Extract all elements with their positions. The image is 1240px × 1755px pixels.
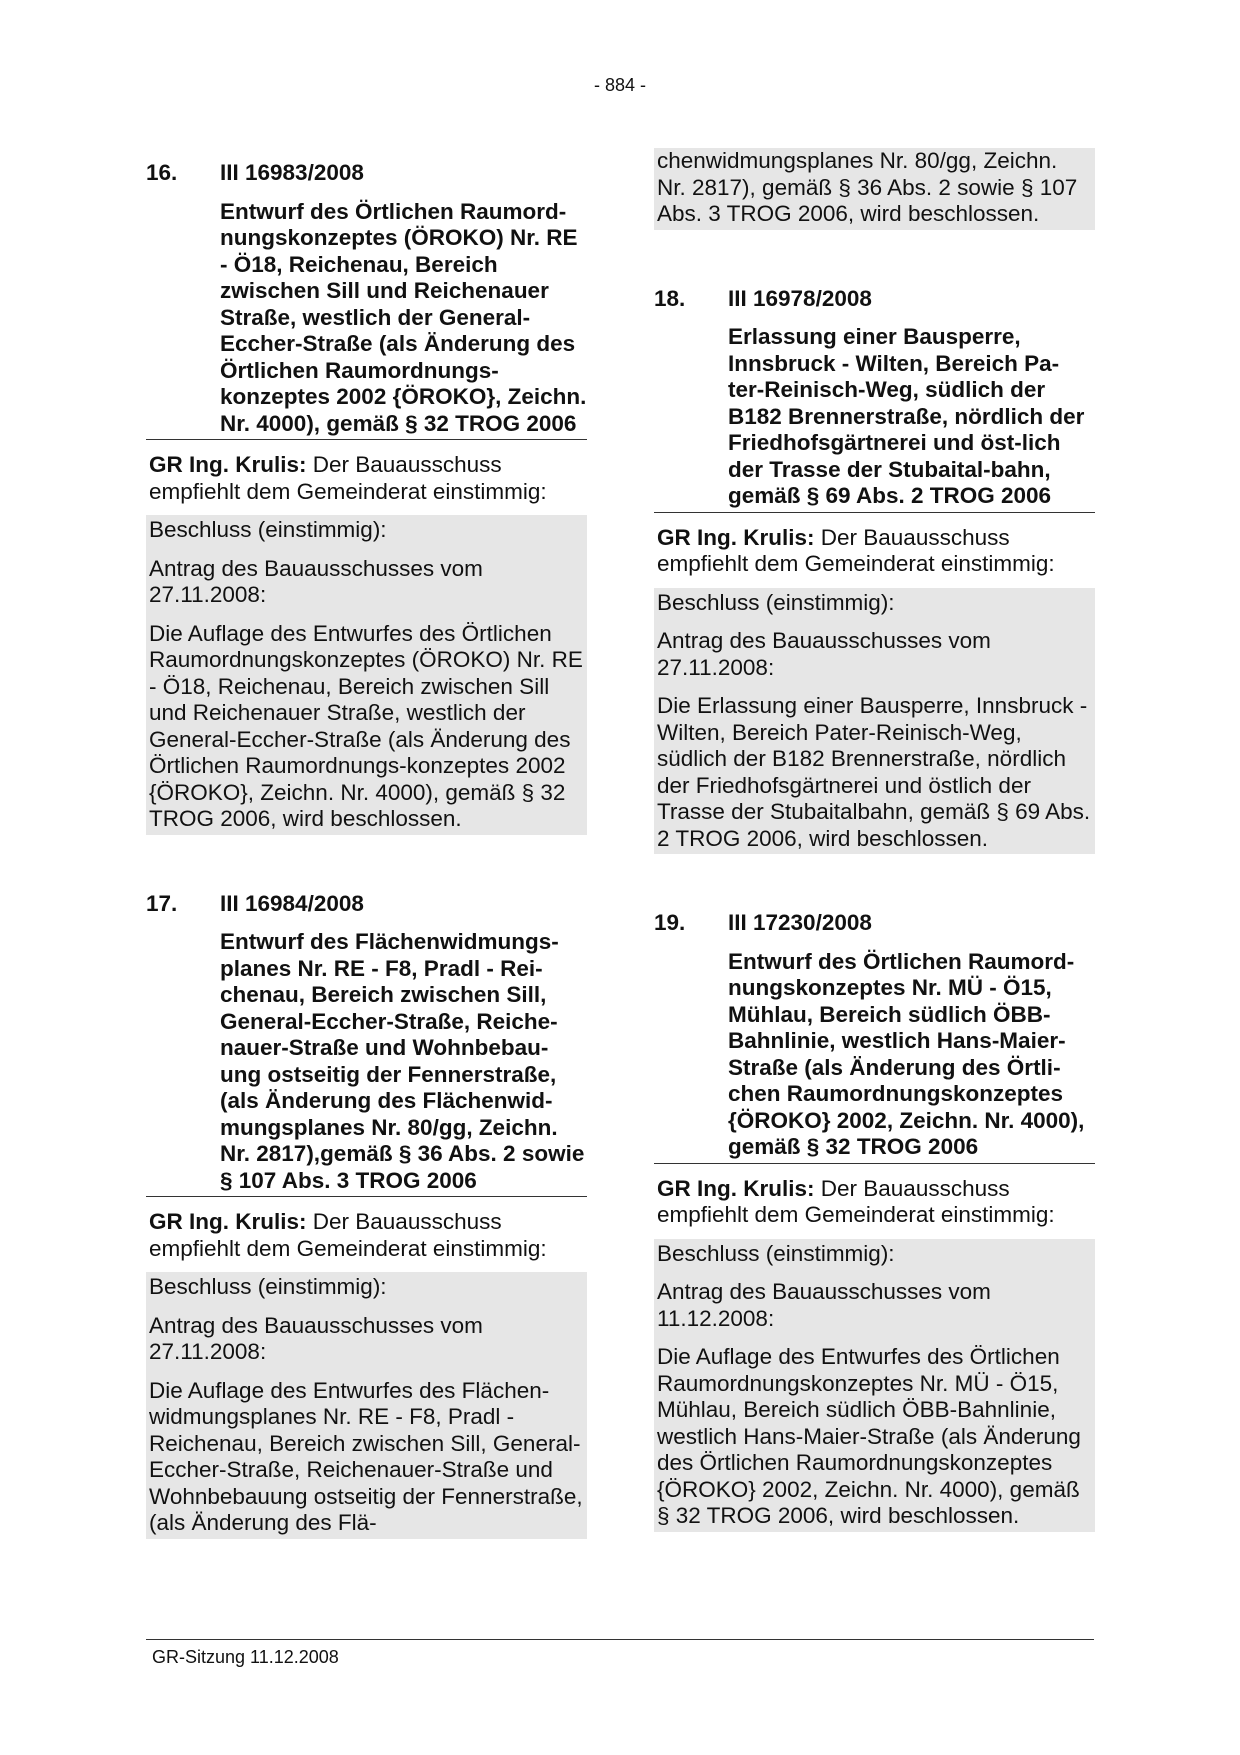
resolution-text: Die Auflage des Entwurfes des Flächen-widmungsplanes Nr. RE - F8, Pradl - Reichenau, Bereich zwischen Sill, General-Eccher-Straße, Reichenauer-Straße und Wohnbebauung ostseitig der Fennerstraße, (als Änderung des Flä- — [149, 1377, 583, 1535]
resolution-text: Die Auflage des Entwurfes des Örtlichen Raumordnungskonzeptes (ÖROKO) Nr. RE - Ö18, Reichenau, Bereich zwischen Sill und Reichenauer Straße, westlich der General-Eccher-Straße (als Änderung des Örtlichen Raumordnungs-konzeptes 2002 {ÖROKO}, Zeichn. Nr. 4000), gemäß § 32 TROG 2006, wird beschlossen. — [149, 620, 583, 831]
agenda-item-18 — [654, 286, 1095, 855]
item-reference: III 16984/2008 — [220, 890, 364, 916]
item-header — [146, 891, 587, 918]
continued-resolution — [654, 148, 1095, 230]
page-number: - 884 - — [593, 75, 647, 95]
item-number: 18. — [654, 285, 686, 311]
motion-label: Antrag des Bauausschusses vom 27.11.2008: — [657, 628, 991, 680]
speaker-statement — [654, 513, 1095, 578]
resolution-box — [654, 588, 1095, 855]
decision-label: Beschluss (einstimmig): — [657, 589, 895, 615]
speaker-name: GR Ing. Krulis: — [149, 1209, 307, 1234]
agenda-item-17 — [146, 891, 587, 1539]
speaker-statement — [146, 1197, 587, 1262]
item-number: 17. — [146, 890, 178, 916]
item-reference: III 17230/2008 — [728, 910, 872, 935]
item-reference: III 16983/2008 — [220, 160, 364, 185]
item-title: Entwurf des Örtlichen Raumord-nungskonzeptes Nr. MÜ - Ö15, Mühlau, Bereich südlich ÖBB-Bahnlinie, westlich Hans-Maier-Straße (als Änderung des Örtli-chen Raumordnungskonzeptes {ÖROKO} 2002, Zeichn. Nr. 4000), gemäß § 32 TROG 2006 — [728, 948, 1085, 1159]
item-title: Entwurf des Flächenwidmungs-planes Nr. RE - F8, Pradl - Rei-chenau, Bereich zwischen Sill, General-Eccher-Straße, Reiche-nauer-Straße und Wohnbebau-ung ostseitig der Fennerstraße, (als Änderung des Flächenwid-mungsplanes Nr. 80/gg, Zeichn. Nr. 2817),gemäß § 36 Abs. 2 sowie § 107 Abs. 3 TROG 2006 — [220, 929, 585, 1193]
speaker-name: GR Ing. Krulis: — [149, 452, 307, 477]
right-column — [654, 148, 1095, 1588]
speaker-name: GR Ing. Krulis: — [657, 1175, 815, 1201]
agenda-item-16 — [146, 160, 587, 835]
item-header — [654, 286, 1095, 313]
resolution-box — [146, 1272, 587, 1539]
speaker-text: Der Bauausschuss empfiehlt dem Gemeinderat einstimmig: — [149, 452, 547, 504]
item-number: 19. — [654, 910, 686, 935]
agenda-item-19 — [654, 910, 1095, 1532]
resolution-text: Die Erlassung einer Bausperre, Innsbruck - Wilten, Bereich Pater-Reinisch-Weg, südlich der B182 Brennerstraße, nördlich der Friedhofsgärtnerei und östlich der Trasse der Stubaitalbahn, gemäß § 69 Abs. 2 TROG 2006, wird beschlossen. — [657, 693, 1091, 851]
resolution-box — [654, 1239, 1095, 1532]
speaker-text: Der Bauausschuss empfiehlt dem Gemeinderat einstimmig: — [657, 524, 1055, 576]
item-title: Entwurf des Örtlichen Raumord-nungskonzeptes (ÖROKO) Nr. RE - Ö18, Reichenau, Bereich zwischen Sill und Reichenauer Straße, westlich der General-Eccher-Straße (als Änderung des Örtlichen Raumordnungs-konzeptes 2002 {ÖROKO}, Zeichn. Nr. 4000), gemäß § 32 TROG 2006 — [220, 198, 587, 436]
speaker-name: GR Ing. Krulis: — [657, 524, 815, 550]
footer-divider — [146, 1639, 1094, 1640]
item-title: Erlassung einer Bausperre, Innsbruck - Wilten, Bereich Pa-ter-Reinisch-Weg, südlich der B182 Brennerstraße, nördlich der Friedhofsgärtnerei und öst-lich der Trasse der Stubaital-bahn, gemäß § 69 Abs. 2 TROG 2006 — [728, 324, 1085, 508]
item-header — [146, 160, 587, 187]
motion-label: Antrag des Bauausschusses vom 27.11.2008: — [149, 555, 483, 607]
speaker-text: Der Bauausschuss empfiehlt dem Gemeinderat einstimmig: — [657, 1175, 1055, 1227]
resolution-text: Die Auflage des Entwurfes des Örtlichen Raumordnungskonzeptes Nr. MÜ - Ö15, Mühlau, Bereich südlich ÖBB-Bahnlinie, westlich Hans-Maier-Straße (als Änderung des Örtlichen Raumordnungskonzeptes {ÖROKO} 2002, Zeichn. Nr. 4000), gemäß § 32 TROG 2006, wird beschlossen. — [657, 1344, 1081, 1528]
left-column — [146, 160, 587, 1595]
resolution-box — [146, 515, 587, 835]
speaker-text: Der Bauausschuss empfiehlt dem Gemeinderat einstimmig: — [149, 1209, 547, 1261]
speaker-statement — [146, 440, 587, 505]
decision-label: Beschluss (einstimmig): — [657, 1240, 895, 1266]
item-header — [654, 910, 1095, 937]
item-number: 16. — [146, 160, 178, 185]
motion-label: Antrag des Bauausschusses vom 27.11.2008: — [149, 1312, 483, 1364]
speaker-statement — [654, 1164, 1095, 1229]
continued-text: chenwidmungsplanes Nr. 80/gg, Zeichn. Nr. 2817), gemäß § 36 Abs. 2 sowie § 107 Abs. 3 TROG 2006, wird beschlossen. — [654, 148, 1095, 230]
item-reference: III 16978/2008 — [728, 285, 872, 311]
motion-label: Antrag des Bauausschusses vom 11.12.2008: — [657, 1279, 991, 1331]
footer-text: GR-Sitzung 11.12.2008 — [152, 1647, 339, 1667]
decision-label: Beschluss (einstimmig): — [149, 1274, 387, 1299]
decision-label: Beschluss (einstimmig): — [149, 517, 387, 542]
